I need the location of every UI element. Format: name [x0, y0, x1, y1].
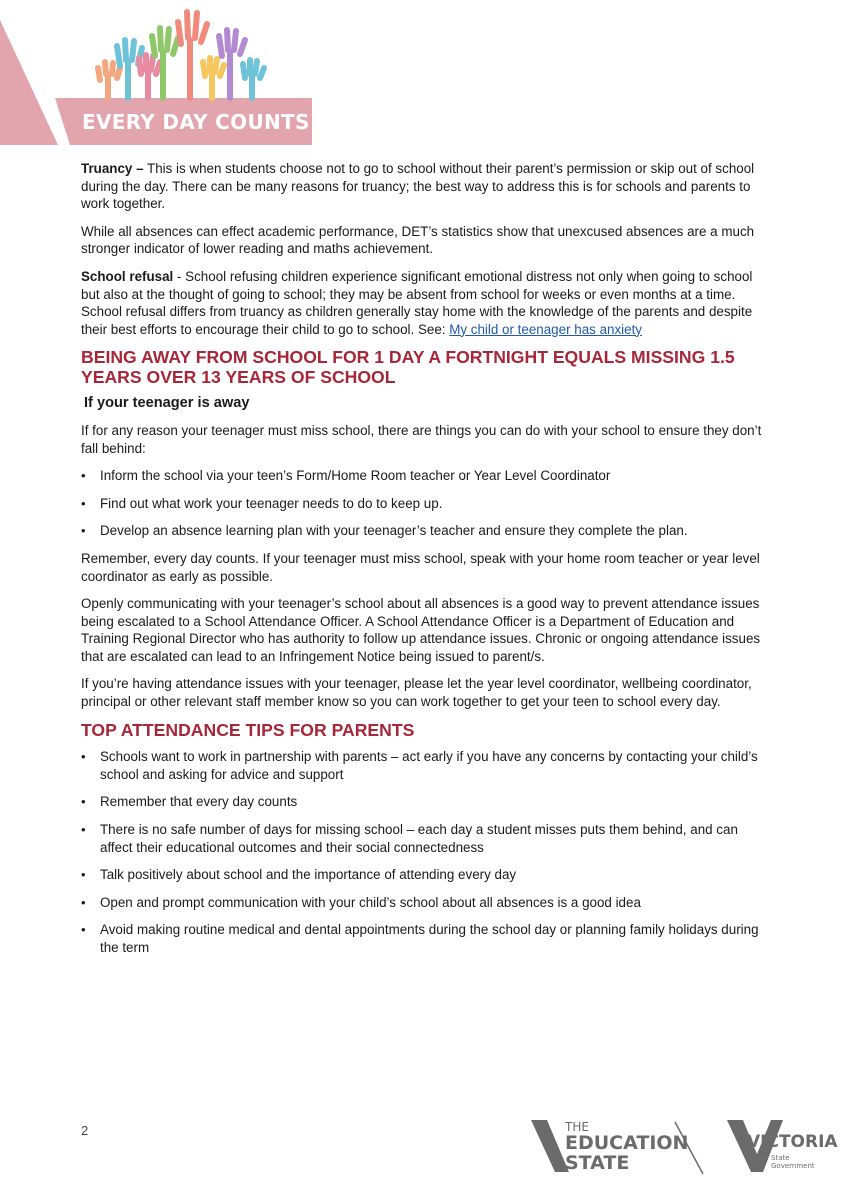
logo-state-text: STATE: [565, 1152, 630, 1174]
logo-the-text: THE: [565, 1120, 589, 1134]
list-item: • Remember that every day counts: [81, 793, 771, 811]
banner-title: EVERY DAY COUNTS: [82, 110, 310, 134]
logo-education-text: EDUCATION: [565, 1132, 689, 1154]
absences-paragraph: While all absences can effect academic performance, DET’s statistics show that unexcused absences are a much stronger indicator of lower reading and maths achievement.: [81, 223, 755, 257]
footer-logos: [525, 1110, 838, 1180]
anxiety-link[interactable]: My child or teenager has anxiety: [449, 321, 642, 337]
communicating-paragraph: Openly communicating with your teenager’s school about all absences is a good way to prevent attendance issues being escalated to a School Attendance Officer. A School Attendance Officer is a Department of Education and Training Regional Director who has authority to follow up attendance issues. Chronic or ongoing attendance issues that are escalated can lead to an Infringement Notice being issued to parent/s.: [81, 596, 761, 664]
intro-paragraph: If for any reason your teenager must miss school, there are things you can do with your school to ensure they don’t fall behind:: [81, 422, 762, 456]
document-body: [81, 160, 771, 967]
school-refusal-term: School refusal: [81, 268, 174, 284]
truancy-term: Truancy –: [81, 161, 144, 176]
remember-paragraph: Remember, every day counts. If your teenager must miss school, speak with your home room teacher or year level coordinator as early as possible.: [81, 550, 760, 584]
school-refusal-text: - School refusing children experience significant emotional distress not only when going to school but also at the thought of going to school; they may be absent from school for weeks or even months at a time. School refusal differs from truancy as children generally stay home with the knowledge of the parents and despite their best efforts to encourage their child to go to school. See:: [81, 268, 753, 337]
tips-bullet-list: [81, 748, 771, 956]
list-item: • Inform the school via your teen’s Form/Home Room teacher or Year Level Coordinator: [81, 467, 771, 485]
truancy-text: This is when students choose not to go to school without their parent’s permission or skip out of school during the day. There can be many reasons for truancy; the best way to address this is for schools and parents to work together.: [81, 161, 755, 212]
truancy-paragraph: [81, 160, 771, 213]
issues-paragraph: If you’re having attendance issues with your teenager, please let the year level coordinator, wellbeing coordinator, principal or other relevant staff member know so you can work together to get your teen to school every day.: [81, 676, 752, 710]
school-refusal-paragraph: [81, 268, 771, 338]
subheading-teenager-away: If your teenager is away: [84, 395, 250, 412]
heading-away-from-school: BEING AWAY FROM SCHOOL FOR 1 DAY A FORTNIGHT EQUALS MISSING 1.5 YEARS OVER 13 YEARS OF SCHOOL: [81, 347, 735, 387]
victoria-sub-government: Government: [771, 1162, 815, 1170]
list-item: • Open and prompt communication with your child’s school about all absences is a good idea: [81, 894, 771, 912]
every-day-counts-banner: [0, 0, 330, 150]
list-item: • Talk positively about school and the importance of attending every day: [81, 866, 771, 884]
away-bullet-list: [81, 467, 771, 540]
heading-top-tips: TOP ATTENDANCE TIPS FOR PARENTS: [81, 719, 415, 740]
list-item: • There is no safe number of days for missing school – each day a student misses puts them behind, and can affect their educational outcomes and their social connectedness: [81, 821, 771, 856]
page-number: 2: [81, 1123, 89, 1138]
list-item: • Find out what work your teenager needs to do to keep up.: [81, 495, 771, 513]
list-item: • Schools want to work in partnership with parents – act early if you have any concerns by contacting your child’s school and asking for advice and support: [81, 748, 771, 783]
victoria-sub-state: State: [771, 1154, 790, 1162]
list-item: • Avoid making routine medical and dental appointments during the school day or planning family holidays during the term: [81, 921, 771, 956]
victoria-text: VICTORIA: [747, 1132, 838, 1152]
list-item: • Develop an absence learning plan with your teenager’s teacher and ensure they complete the plan.: [81, 522, 771, 540]
